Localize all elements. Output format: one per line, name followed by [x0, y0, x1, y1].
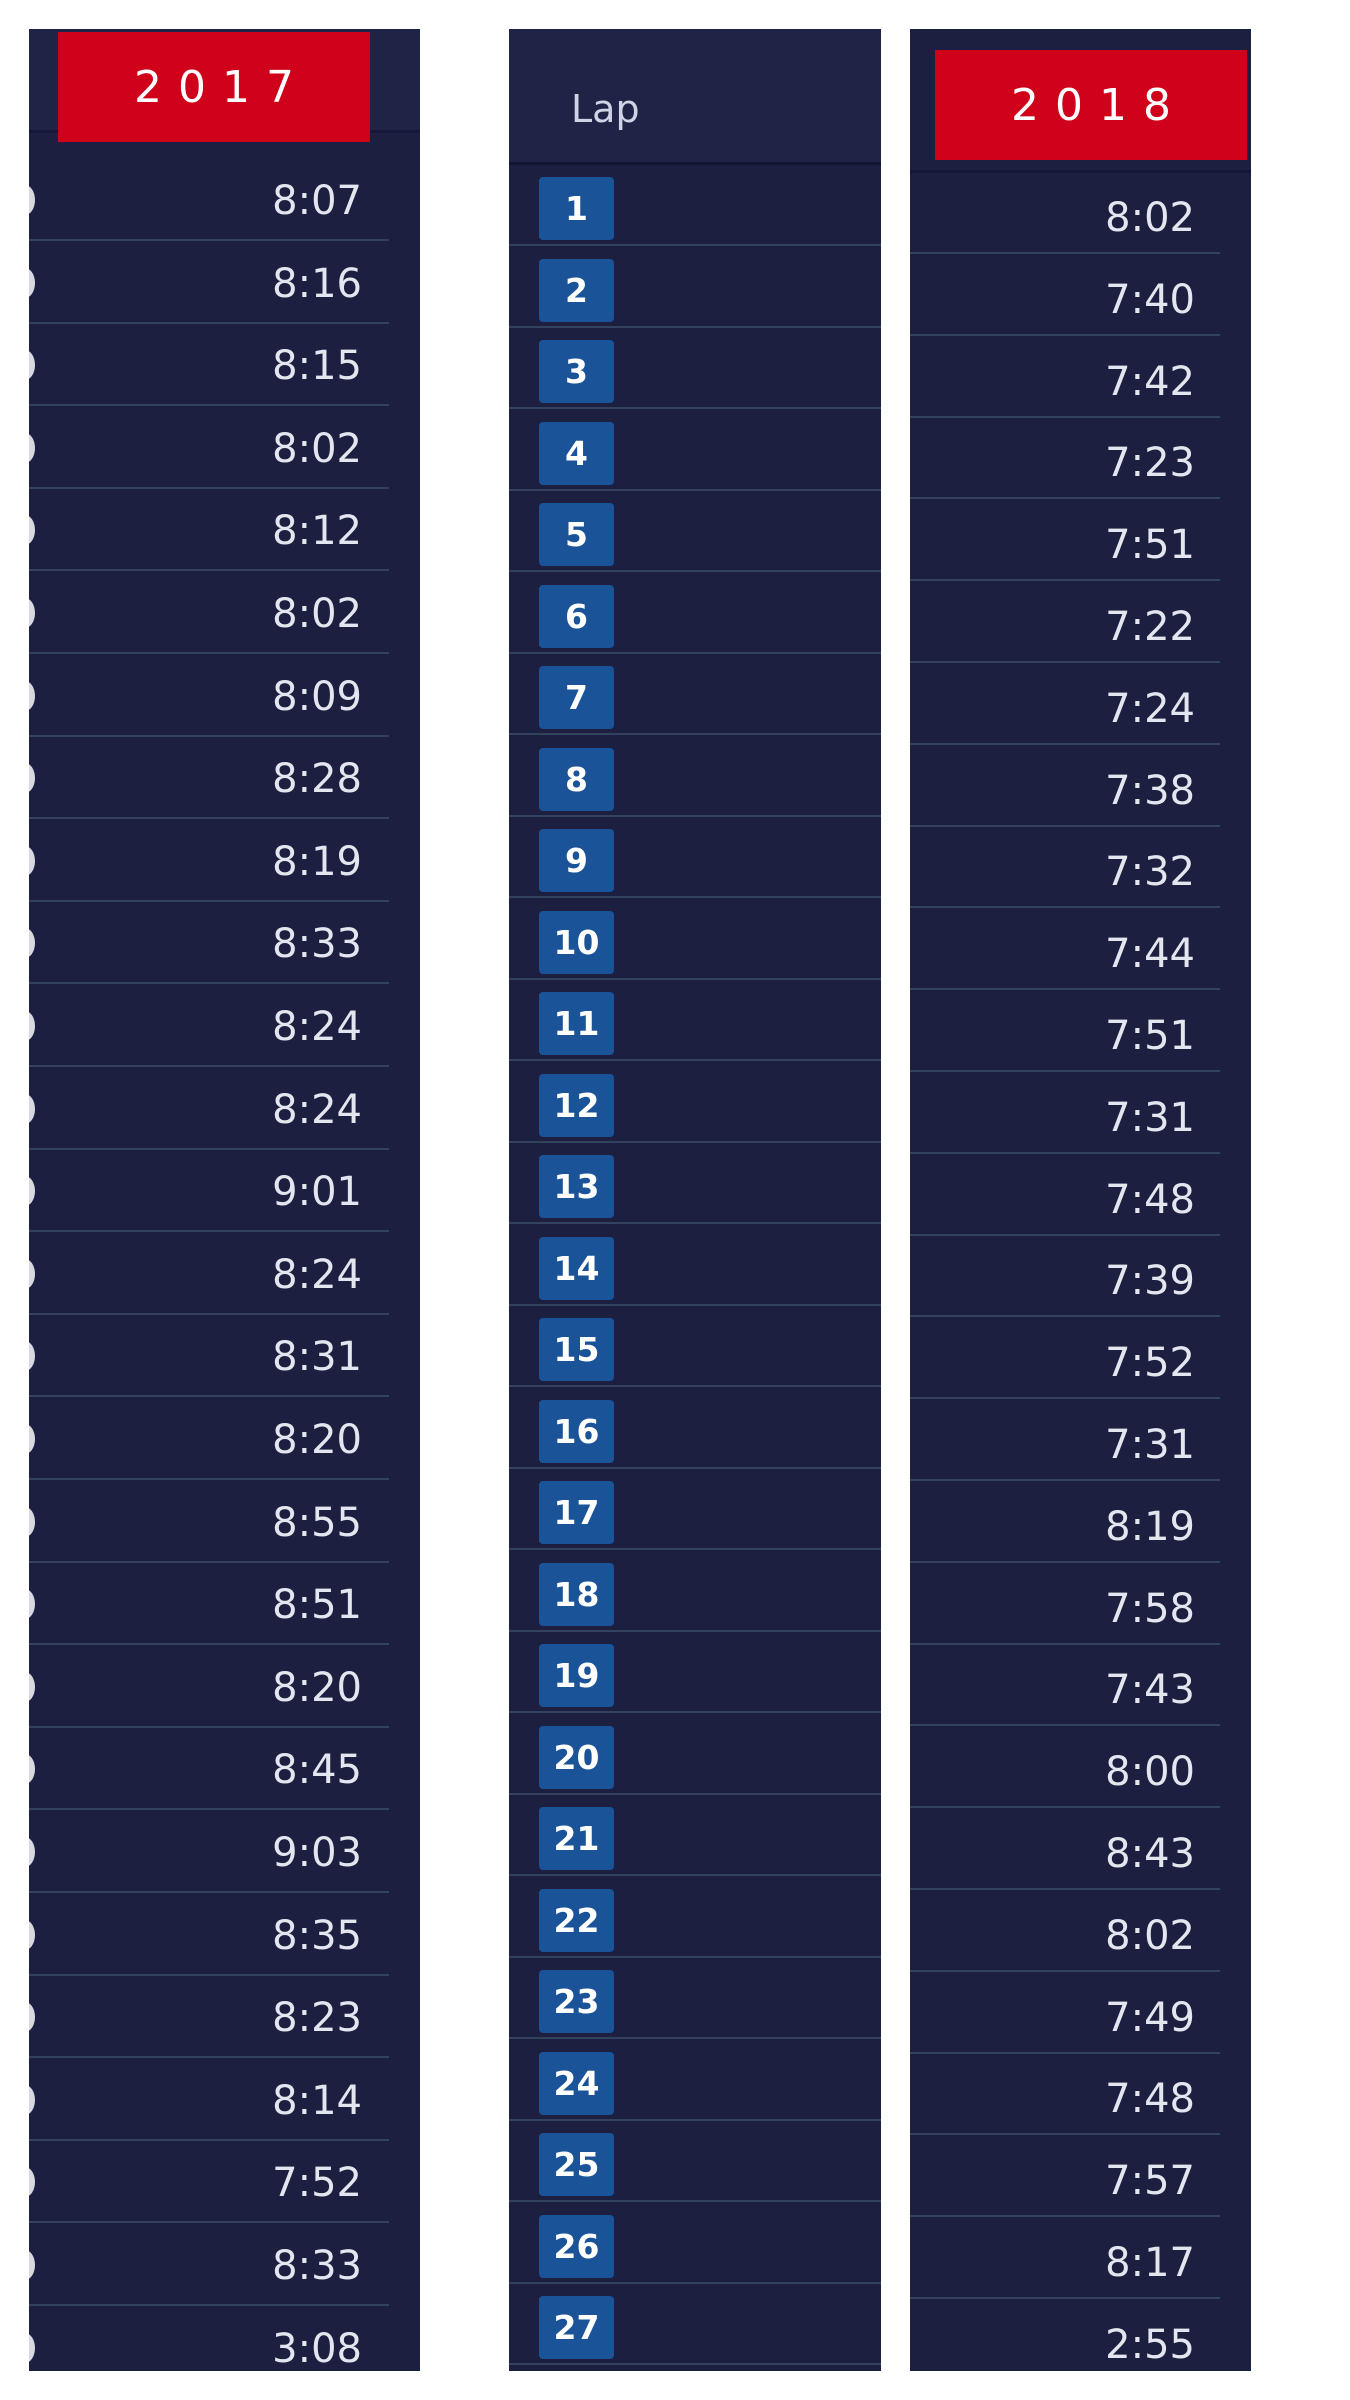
- lap-time: 3:08: [272, 2325, 362, 2371]
- table-row: [910, 909, 1220, 990]
- year-badge-2018: 2018: [935, 50, 1247, 160]
- lap-number-badge: 18: [539, 1563, 614, 1626]
- lap-row: [509, 165, 881, 246]
- table-row: [910, 1645, 1220, 1726]
- lap-row: [509, 573, 881, 654]
- lap-time: 7:38: [1105, 767, 1195, 814]
- row-edge-marker: [29, 268, 35, 298]
- lap-number-badge: 4: [539, 422, 614, 485]
- lap-time: 8:31: [272, 1334, 362, 1381]
- row-edge-marker: [29, 2085, 35, 2115]
- lap-time: 7:32: [1105, 849, 1195, 896]
- lap-row: [509, 328, 881, 409]
- row-edge-marker: [29, 1920, 35, 1950]
- table-row: [29, 1482, 389, 1563]
- row-edge-marker: [29, 1176, 35, 1206]
- table-row: [29, 243, 389, 324]
- table-row: [29, 1399, 389, 1480]
- lap-number-badge: 11: [539, 992, 614, 1055]
- row-edge-marker: [29, 1837, 35, 1867]
- table-row: [29, 2225, 389, 2306]
- lap-row: [509, 1306, 881, 1387]
- row-edge-marker: [29, 681, 35, 711]
- row-edge-marker: [29, 2002, 35, 2032]
- table-row: [29, 903, 389, 984]
- lap-row: [509, 1143, 881, 1224]
- lap-row: [509, 2284, 881, 2365]
- lap-time: 8:19: [272, 838, 362, 885]
- lap-time: 8:28: [272, 756, 362, 803]
- lap-number-badge: 17: [539, 1481, 614, 1544]
- lap-time: 7:51: [1105, 1013, 1195, 1059]
- lap-time: 8:19: [1105, 1503, 1195, 1550]
- lap-time: 2:55: [1105, 2321, 1195, 2368]
- lap-row: [509, 1632, 881, 1713]
- lap-row: [509, 1388, 881, 1469]
- lap-time: 7:39: [1105, 1258, 1195, 1305]
- lap-number-badge: 19: [539, 1644, 614, 1707]
- table-row: [29, 1647, 389, 1728]
- lap-row: [509, 654, 881, 735]
- lap-time: 7:40: [1105, 276, 1195, 323]
- panel-lap: [509, 29, 881, 2371]
- table-row: [29, 2142, 389, 2223]
- row-edge-marker: [29, 763, 35, 793]
- lap-number-badge: 23: [539, 1970, 614, 2033]
- lap-time: 8:23: [272, 1995, 362, 2042]
- row-edge-marker: [29, 846, 35, 876]
- lap-row: [509, 736, 881, 817]
- row-edge-marker: [29, 1011, 35, 1041]
- table-row: [910, 1073, 1220, 1154]
- lap-time: 7:48: [1105, 1176, 1195, 1223]
- table-row: [910, 827, 1220, 908]
- lap-row: [509, 1714, 881, 1795]
- lap-row: [509, 1062, 881, 1143]
- lap-row: [509, 980, 881, 1061]
- table-row: [910, 1564, 1220, 1645]
- table-row: [910, 1891, 1220, 1972]
- table-row: [29, 986, 389, 1067]
- lap-time: 7:23: [1105, 440, 1195, 487]
- row-edge-marker: [29, 1589, 35, 1619]
- lap-number-badge: 22: [539, 1889, 614, 1952]
- table-row: [910, 418, 1220, 499]
- lap-time: 8:33: [272, 921, 362, 968]
- lap-row: [509, 1958, 881, 2039]
- lap-number-badge: 5: [539, 503, 614, 566]
- table-row: [910, 582, 1220, 663]
- lap-time: 8:16: [272, 260, 362, 307]
- year-badge-2017: 2017: [58, 32, 370, 142]
- lap-time: 7:43: [1105, 1667, 1195, 1714]
- lap-number-badge: 26: [539, 2215, 614, 2278]
- panel-2017: [29, 29, 420, 2371]
- lap-number-badge: 3: [539, 340, 614, 403]
- table-row: [910, 2300, 1220, 2371]
- row-edge-marker: [29, 2167, 35, 2197]
- lap-number-badge: 12: [539, 1074, 614, 1137]
- lap-time: 7:52: [1105, 1340, 1195, 1387]
- table-row: [29, 821, 389, 902]
- lap-row: [509, 247, 881, 328]
- table-row: [29, 490, 389, 571]
- lap-time: 9:01: [272, 1169, 362, 1216]
- lap-time: 8:17: [1105, 2240, 1195, 2286]
- table-row: [910, 1236, 1220, 1317]
- row-edge-marker: [29, 350, 35, 380]
- table-row: [29, 2060, 389, 2141]
- row-edge-marker: [29, 1341, 35, 1371]
- lap-row: [509, 2203, 881, 2284]
- table-row: [910, 991, 1220, 1072]
- lap-time: 7:58: [1105, 1585, 1195, 1632]
- table-row: [29, 1316, 389, 1397]
- lap-row: [509, 1551, 881, 1632]
- lap-time: 8:20: [272, 1417, 362, 1463]
- row-edge-marker: [29, 1507, 35, 1537]
- table-row: [910, 664, 1220, 745]
- table-row: [910, 255, 1220, 336]
- lap-time: 7:57: [1105, 2158, 1195, 2205]
- lap-time: 8:14: [272, 2077, 362, 2124]
- lap-row: [509, 2121, 881, 2202]
- lap-number-badge: 8: [539, 748, 614, 811]
- lap-time: 8:55: [272, 1499, 362, 1546]
- table-row: [910, 1155, 1220, 1236]
- table-row: [29, 1895, 389, 1976]
- row-edge-marker: [29, 2333, 35, 2363]
- lap-row: [509, 1225, 881, 1306]
- table-row: [29, 738, 389, 819]
- lap-time: 7:31: [1105, 1422, 1195, 1468]
- lap-time: 7:52: [272, 2160, 362, 2207]
- lap-time: 7:49: [1105, 1994, 1195, 2041]
- lap-number-badge: 24: [539, 2052, 614, 2115]
- table-row: [910, 1400, 1220, 1481]
- table-row: [29, 408, 389, 489]
- table-row: [910, 1973, 1220, 2054]
- lap-number-badge: 25: [539, 2133, 614, 2196]
- lap-row: [509, 817, 881, 898]
- table-row: [29, 160, 389, 241]
- lap-number-badge: 13: [539, 1155, 614, 1218]
- lap-row: [509, 491, 881, 572]
- row-edge-marker: [29, 1094, 35, 1124]
- lap-time: 8:02: [272, 591, 362, 637]
- table-row: [910, 1727, 1220, 1808]
- lap-time: 8:09: [272, 673, 362, 720]
- lap-time: 7:51: [1105, 522, 1195, 569]
- row-edge-marker: [29, 1672, 35, 1702]
- lap-time: 8:02: [1105, 1912, 1195, 1959]
- row-edge-marker: [29, 433, 35, 463]
- lap-time: 8:24: [272, 1004, 362, 1050]
- lap-time: 8:33: [272, 2243, 362, 2289]
- table-row: [910, 1482, 1220, 1563]
- row-edge-marker: [29, 185, 35, 215]
- table-row: [910, 173, 1220, 254]
- lap-time: 8:12: [272, 508, 362, 555]
- table-row: [910, 2054, 1220, 2135]
- table-row: [910, 746, 1220, 827]
- row-edge-marker: [29, 515, 35, 545]
- lap-header: [509, 29, 881, 165]
- lap-row: [509, 1795, 881, 1876]
- lap-number-badge: 1: [539, 177, 614, 240]
- table-row: [910, 2218, 1220, 2299]
- lap-time: 8:24: [272, 1251, 362, 1298]
- lap-time: 8:15: [272, 343, 362, 390]
- lap-row: [509, 1469, 881, 1550]
- lap-number-badge: 16: [539, 1400, 614, 1463]
- lap-time: 7:42: [1105, 358, 1195, 405]
- lap-time: 7:48: [1105, 2076, 1195, 2123]
- lap-number-badge: 9: [539, 829, 614, 892]
- table-row: [29, 325, 389, 406]
- table-row: [29, 1812, 389, 1893]
- lap-time: 8:35: [272, 1912, 362, 1959]
- table-row: [29, 1977, 389, 2058]
- lap-number-badge: 10: [539, 911, 614, 974]
- lap-number-badge: 27: [539, 2296, 614, 2359]
- lap-row: [509, 899, 881, 980]
- table-row: [910, 2136, 1220, 2217]
- table-row: [29, 656, 389, 737]
- lap-time: 8:20: [272, 1664, 362, 1711]
- lap-time: 8:43: [1105, 1831, 1195, 1877]
- table-row: [29, 1234, 389, 1315]
- lap-time: 8:02: [272, 425, 362, 472]
- lap-number-badge: 6: [539, 585, 614, 648]
- lap-time: 8:07: [272, 178, 362, 224]
- row-edge-marker: [29, 1424, 35, 1454]
- lap-number-badge: 21: [539, 1807, 614, 1870]
- lap-time: 9:03: [272, 1830, 362, 1876]
- row-edge-marker: [29, 2250, 35, 2280]
- table-row: [29, 1729, 389, 1810]
- lap-time: 8:00: [1105, 1749, 1195, 1796]
- lap-time: 7:24: [1105, 685, 1195, 732]
- lap-time: 7:31: [1105, 1094, 1195, 1141]
- table-row: [29, 1069, 389, 1150]
- table-row: [29, 1151, 389, 1232]
- table-row: [29, 1564, 389, 1645]
- lap-time: 7:44: [1105, 931, 1195, 978]
- lap-number-badge: 20: [539, 1726, 614, 1789]
- table-row: [910, 1318, 1220, 1399]
- row-edge-marker: [29, 1754, 35, 1784]
- row-edge-marker: [29, 1259, 35, 1289]
- table-row: [29, 573, 389, 654]
- lap-number-badge: 15: [539, 1318, 614, 1381]
- lap-number-badge: 2: [539, 259, 614, 322]
- lap-time: 8:02: [1105, 195, 1195, 241]
- lap-row: [509, 1877, 881, 1958]
- lap-row: [509, 410, 881, 491]
- table-row: [29, 2308, 389, 2371]
- lap-number-badge: 14: [539, 1237, 614, 1300]
- table-row: [910, 1809, 1220, 1890]
- lap-time: 7:22: [1105, 604, 1195, 650]
- lap-time: 8:51: [272, 1582, 362, 1629]
- lap-column-title: Lap: [571, 87, 640, 131]
- panel-2018: [910, 29, 1251, 2371]
- table-row: [910, 337, 1220, 418]
- lap-time: 8:45: [272, 1747, 362, 1794]
- table-row: [910, 500, 1220, 581]
- lap-time: 8:24: [272, 1086, 362, 1133]
- row-edge-marker: [29, 928, 35, 958]
- lap-row: [509, 2040, 881, 2121]
- lap-number-badge: 7: [539, 666, 614, 729]
- row-edge-marker: [29, 598, 35, 628]
